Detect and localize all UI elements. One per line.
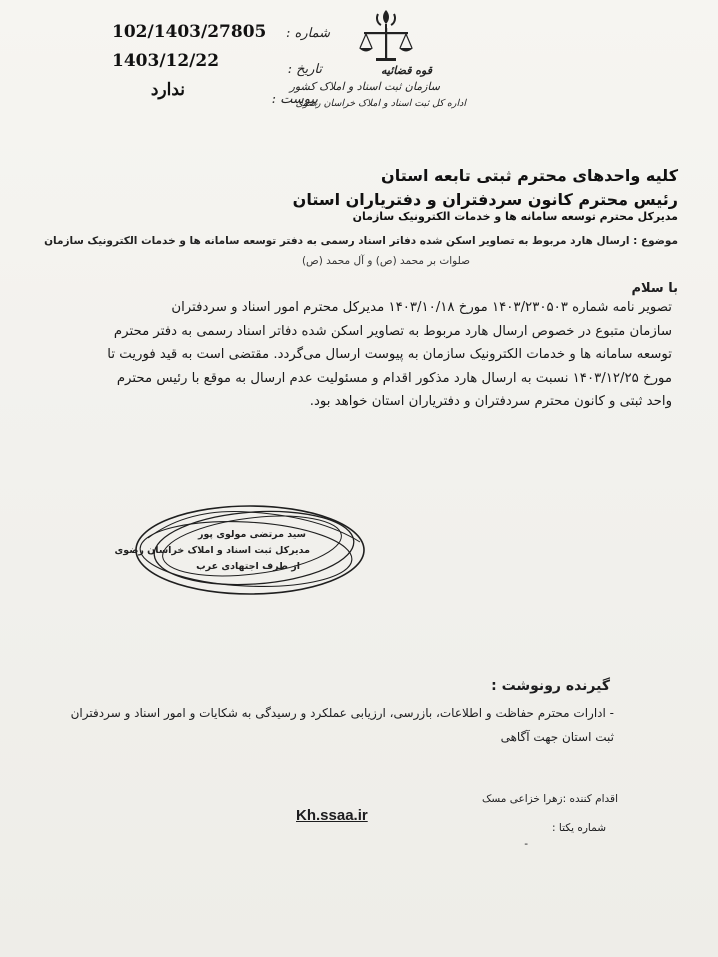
recipient-line-3: مدیرکل محترم توسعه سامانه ها و خدمات الکترونیک سازمان xyxy=(352,210,678,223)
letter-date-label: تاریخ : xyxy=(287,62,322,77)
directorate-name: اداره کل ثبت اسناد و املاک خراسان رضوی xyxy=(295,98,466,109)
recipient-line-1: کلیه واحدهای محترم ثبتی تابعه استان xyxy=(381,166,678,185)
body-line: توسعه سامانه ها و خدمات الکترونیک سازمان به پیوست ارسال می‌گردد. مقتضی است به قید فوریت تا xyxy=(107,347,672,362)
letter-date: 1403/12/22 xyxy=(112,51,220,71)
website-link[interactable]: Kh.ssaa.ir xyxy=(296,807,368,824)
salawat-line: صلوات بر محمد (ص) و آل محمد (ص) xyxy=(301,255,470,267)
signer-title: مدیرکل ثبت اسناد و املاک خراسان رضوی xyxy=(114,545,310,556)
cc-line-2: ثبت استان جهت آگاهی xyxy=(500,730,614,744)
body-line: سازمان متبوع در خصوص ارسال هارد مربوط به تصاویر اسکن شده دفاتر اسناد رسمی به دفتر محترم xyxy=(113,323,672,339)
subject-line: موضوع : ارسال هارد مربوط به تصاویر اسکن شده دفاتر اسناد رسمی به دفتر توسعه سامانه ها و خدمات الکترونیک سازمان xyxy=(44,235,678,247)
body-line: تصویر نامه شماره ۱۴۰۳/۲۳۰۵۰۳ مورخ ۱۴۰۳/۱۰/۱۸ مدیرکل محترم امور اسناد و سردفتران xyxy=(171,300,672,315)
letter-number-label: شماره : xyxy=(286,26,330,41)
unique-number-label: شماره یکتا : xyxy=(552,822,606,834)
body-line: مورخ ۱۴۰۳/۱۲/۲۵ نسبت به ارسال هارد مذکور اقدام و مسئولیت عدم ارسال به موقع با رئیس محترم xyxy=(116,370,672,386)
greeting: با سلام xyxy=(631,281,678,296)
attachment-label: پیوست : xyxy=(271,92,318,107)
signer-name: سید مرتضی مولوی پور xyxy=(197,529,306,540)
action-by: اقدام کننده :زهرا خزاعی مسک xyxy=(481,793,618,805)
org-name: سازمان ثبت اسناد و املاک کشور xyxy=(289,80,440,93)
recipient-line-2: رئیس محترم کانون سردفتران و دفتریاران استان xyxy=(292,190,678,209)
letter-number: 102/1403/27805 xyxy=(112,22,267,42)
body-line: واحد ثبتی و کانون محترم سردفتران و دفتریاران استان خواهد بود. xyxy=(309,394,672,409)
judiciary-emblem-icon xyxy=(356,8,416,66)
attachment-value: ندارد xyxy=(150,80,185,100)
signer-behalf: از طرف اجتهادی عرب xyxy=(196,561,300,572)
judiciary-label: قوه قضائیه xyxy=(381,64,432,77)
cc-title: گیرنده رونوشت : xyxy=(491,678,610,694)
letter-body xyxy=(94,296,672,414)
cc-line-1: - ادارات محترم حفاظت و اطلاعات، بازرسی، ارزیابی عملکرد و رسیدگی به شکایات و امور اسناد و سردفتران xyxy=(70,706,614,720)
unique-number-value: - xyxy=(524,838,528,850)
